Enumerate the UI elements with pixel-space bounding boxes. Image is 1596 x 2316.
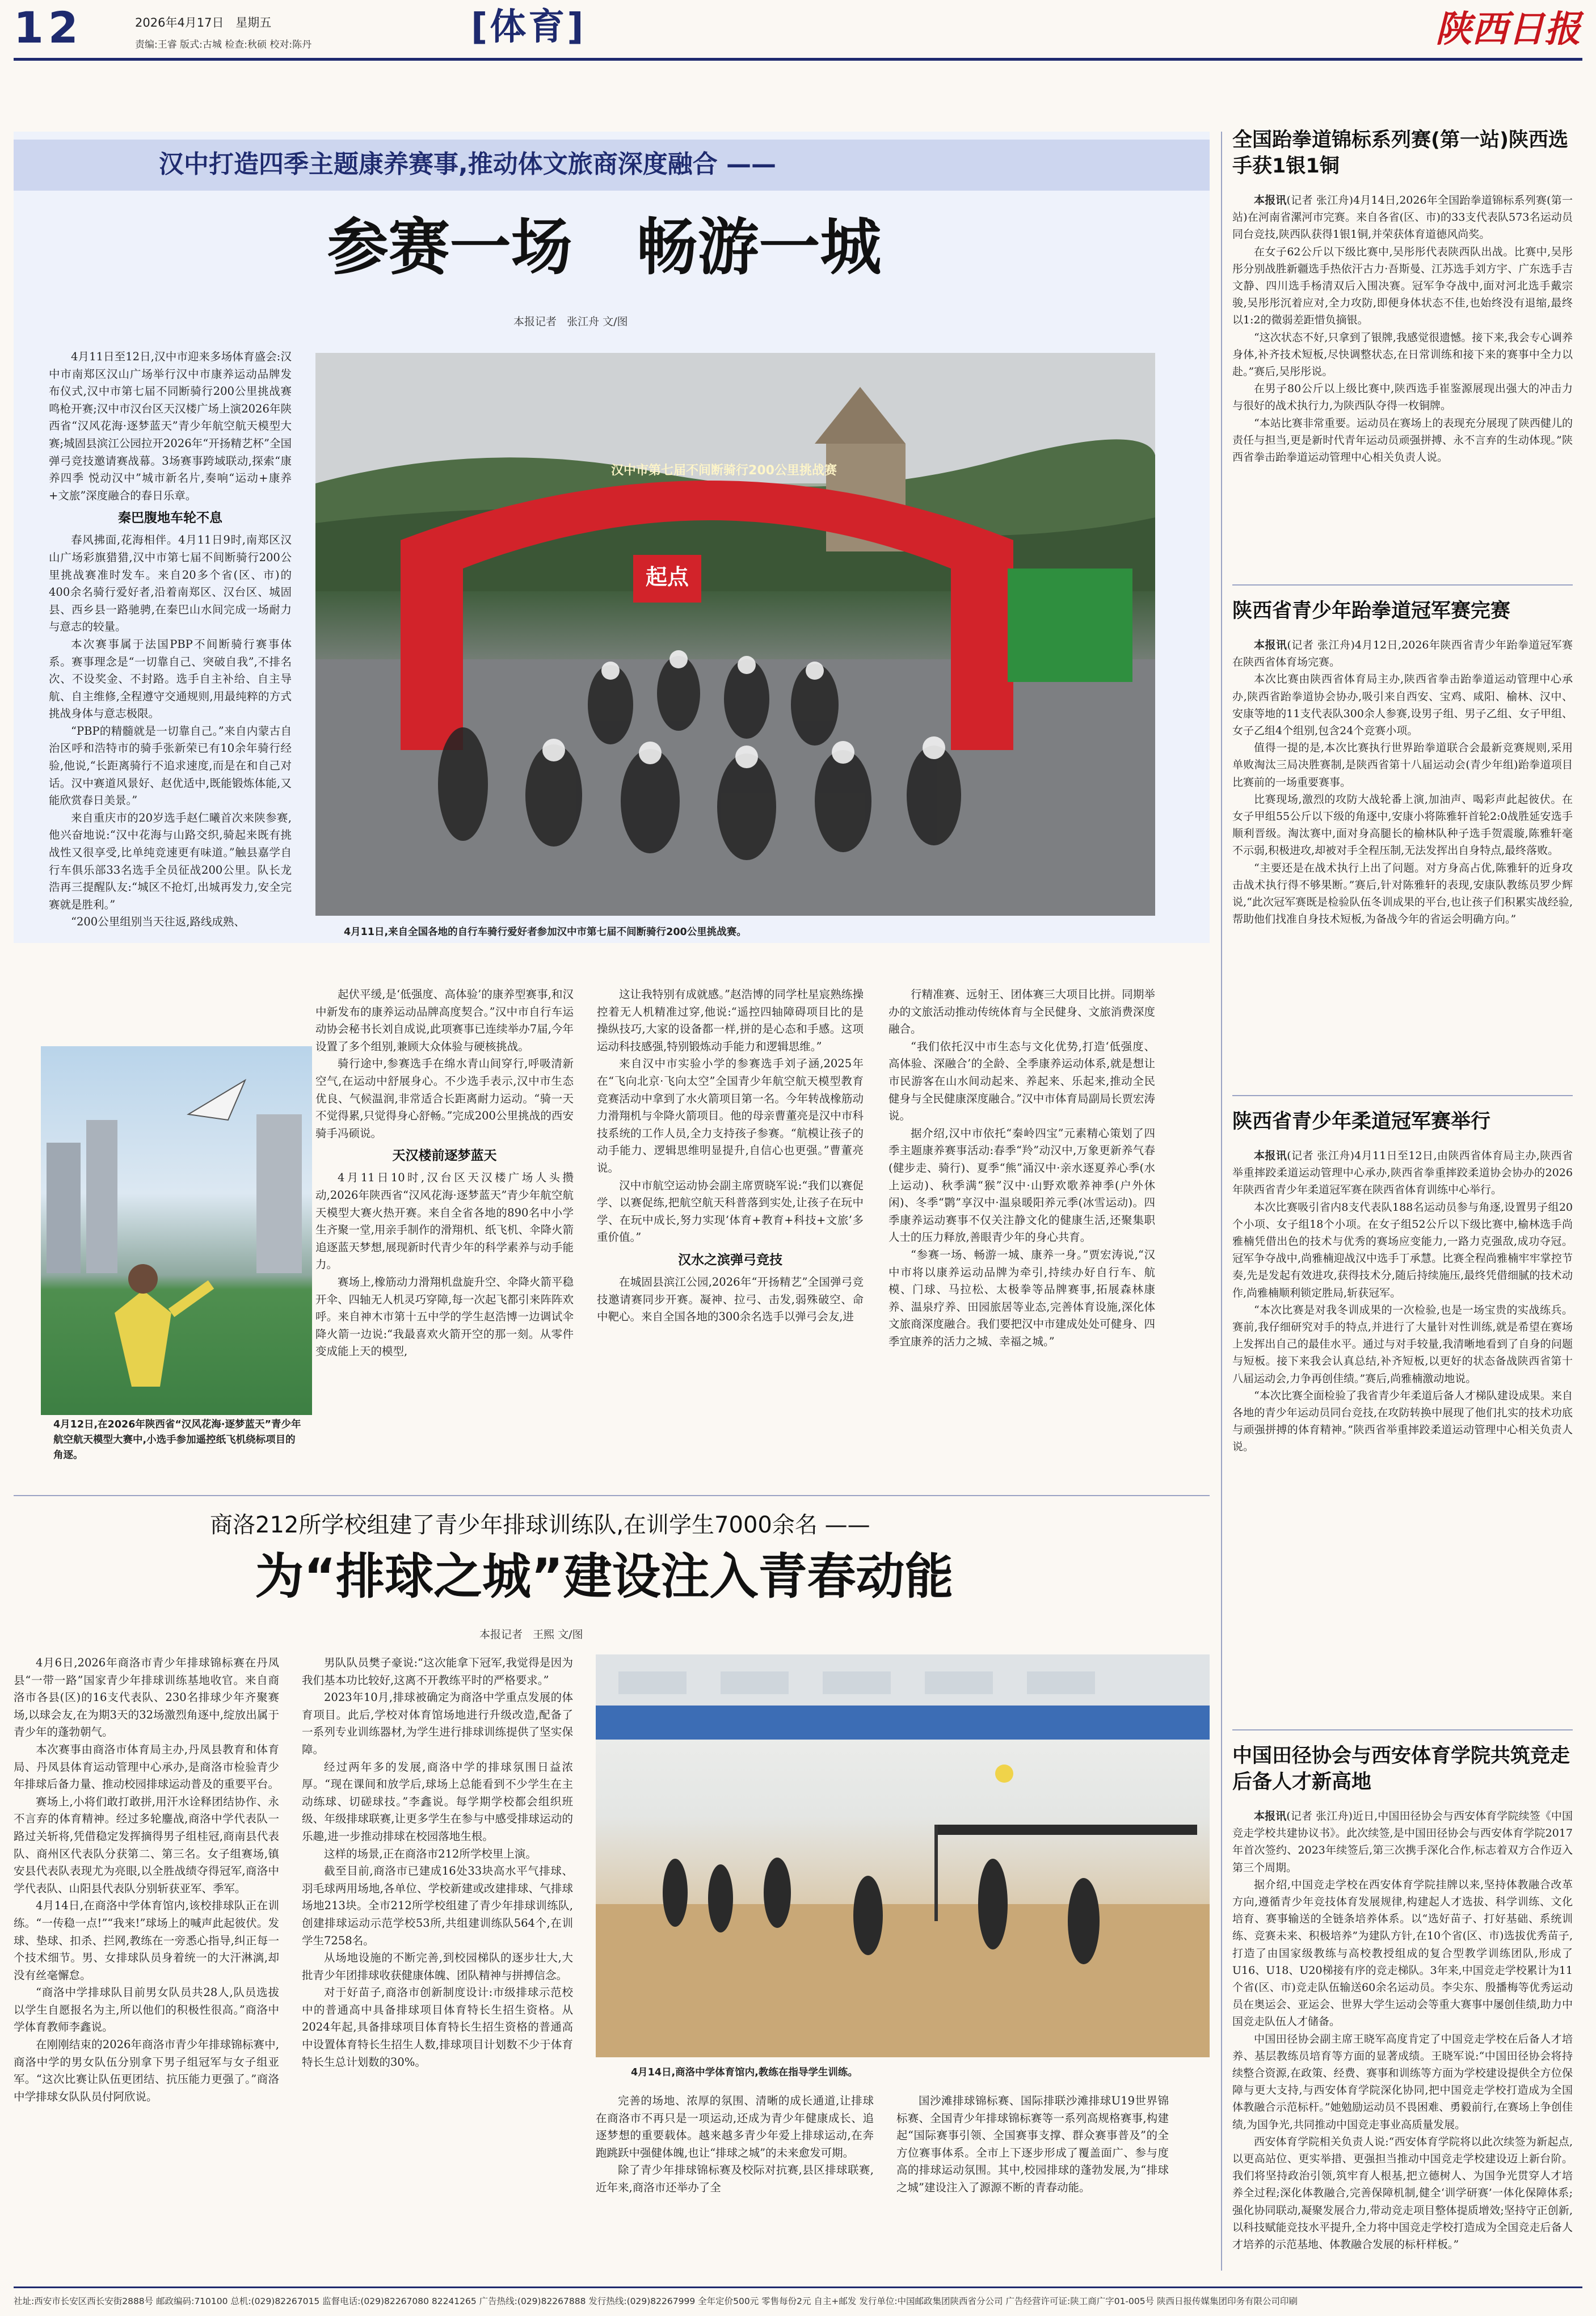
news-item-race-walking bbox=[1232, 1743, 1573, 2271]
issue-date bbox=[135, 14, 271, 31]
paragraph: (记者 张江舟)近日,中国田径协会与西安体育学院续签《中国竞走学校共建协议书》。此次续签,是中国田径协会与西安体育学院2017年首次签约、2023年续签后,第三次携手深化合作,标志着双方合作迈入第三个周期。 bbox=[1232, 1810, 1573, 1874]
story1-byline: 本报记者 张江舟 文/图 bbox=[513, 315, 628, 328]
paragraph: “本次比赛是对我冬训成果的一次检验,也是一场宝贵的实战练兵。赛前,我仔细研究对手的特点,并进行了大量针对性训练,就是希望在赛场上发挥出自己的最佳水平。通过与对手较量,我清晰地看到了自身的问题与短板。接下来我会认真总结,补齐短板,以更好的状态备战陕西省第十八届运动会,力争再创佳绩。”赛后,尚雅楠激动地说。 bbox=[1232, 1303, 1573, 1385]
weekday-text: 星期五 bbox=[235, 16, 272, 30]
paragraph: 截至目前,商洛市已建成16处33块高水平气排球、羽毛球两用场地,各单位、学校新建或改建排球、气排球场地213块。全市212所学校组建了青少年排球训练队,创建排球运动示范学校53所,共组建训练队564个,在训学生7258名。 bbox=[302, 1864, 573, 1947]
news-body bbox=[1232, 1808, 1573, 2253]
news-headline: 陕西省青少年柔道冠军赛举行 bbox=[1232, 1110, 1491, 1133]
news-item-taekwondo-youth bbox=[1232, 598, 1573, 1086]
paragraph: “这次状态不好,只拿到了银牌,我感觉很遗憾。接下来,我会专心调养身体,补齐技术短板,尽快调整状态,在日常训练和接下来的赛事中全力以赴。”赛后,吴彤彤说。 bbox=[1232, 331, 1573, 378]
paragraph: 本次赛事由商洛市体育局主办,丹凤县教育和体育局、丹凤县体育运动管理中心承办,是商洛市检验青少年排球后备力量、推动校园排球运动普及的重要平台。 bbox=[14, 1742, 279, 1791]
subheading: 秦巴腹地车轮不息 bbox=[118, 511, 222, 526]
paragraph: 本次赛事属于法国PBP不间断骑行赛事体系。赛事理念是“一切靠自己、突破自我”,不排名次、不设奖金、不封路。选手自主补给、自主导航、自主维修,全程遵守交通规则,用最纯粹的方式挑战身体与意志极限。 bbox=[49, 637, 292, 721]
story2-headline: 为“排球之城”建设注入青春动能 bbox=[255, 1548, 954, 1605]
volleyball-training-photo bbox=[596, 1654, 1210, 2057]
paragraph: 中国田径协会副主席王晓军高度肯定了中国竞走学校在后备人才培养、基层教练员培育等方面的显著成绩。王晓军说:“中国田径协会将持续整合资源,在政策、经费、赛事和训练等方面为学校建设提供全方位保障与更大支持,与西安体育学院深化协同,把中国竞走学校打造成为全国体教融合示范标杆。”她勉励运动员不畏困难、勇毅前行,在赛场上争创佳绩,为国争光,共同推动中国竞走事业高质量发展。 bbox=[1232, 2032, 1573, 2131]
paragraph: 值得一提的是,本次比赛执行世界跆拳道联合会最新竞赛规则,采用单败淘汰三局决胜赛制,是陕西省第十八届运动会(青少年组)跆拳道项目比赛前的一场重要赛事。 bbox=[1232, 742, 1573, 789]
paragraph: 除了青少年排球锦标赛及校际对抗赛,县区排球联赛,近年来,商洛市还举办了全 bbox=[596, 2163, 874, 2194]
paragraph: 行精准赛、远射王、团体赛三大项目比拼。同期举办的文旅活动推动传统体育与全民健身、文旅消费深度融合。 bbox=[888, 988, 1155, 1036]
section-label: [体育] bbox=[471, 6, 586, 48]
paragraph: (记者 张江舟)4月14日,2026年全国跆拳道锦标系列赛(第一站)在河南省漯河市完赛。来自各省(区、市)的33支代表队573名运动员同台竞技,陕西队获得1银1铜,并荣获体育道德风尚奖。 bbox=[1232, 194, 1573, 241]
paragraph: 骑行途中,参赛选手在绵水青山间穿行,呼吸清新空气,在运动中舒展身心。不少选手表示,汉中市生态优良、气候温润,非常适合长距离耐力运动。“骑一天不觉得累,只觉得身心舒畅。”完成200公里挑战的西安骑手冯硕说。 bbox=[315, 1057, 574, 1140]
paragraph: 赛场上,橡筋动力滑翔机盘旋升空、伞降火箭平稳开伞、四轴无人机灵巧穿障,每一次起飞都引来阵阵欢呼。来自神木市第十五中学的学生赵浩博一边调试伞降火箭一边说:“我最喜欢火箭开空的那一刻。从零件变成能上天的模型, bbox=[315, 1275, 574, 1358]
paragraph: “PBP的精髓就是一切靠自己。”来自内蒙古自治区呼和浩特市的骑手张新荣已有10余年骑行经验,他说,“长距离骑行不追求速度,而是在和自己对话。汉中赛道风景好、赵优适中,既能锻炼体能,又能欣赏春日美景。” bbox=[49, 724, 292, 807]
paragraph: 在刚刚结束的2026年商洛市青少年排球锦标赛中,商洛中学的男女队伍分别拿下男子组冠军与女子组亚军。“这次比赛让队伍更团结、抗压能力更强了。”商洛中学排球女队队员付阿欣说。 bbox=[14, 2038, 279, 2103]
paragraph: 在男子80公斤以上级比赛中,陕西选手崔鉴源展现出强大的冲击力与很好的战术执行力,为陕西队夺得一枚铜牌。 bbox=[1232, 382, 1573, 412]
editor-credits: 责编:王睿 版式:古城 检查:秋硕 校对:陈丹 bbox=[135, 39, 312, 50]
paragraph: 经过两年多的发展,商洛中学的排球氛围日益浓厚。“现在课间和放学后,球场上总能看到不少学生在主动练球、切磋球技。”李鑫说。每学期学校都会组织班级、年级排球联赛,让更多学生在参与中感受排球运动的乐趣,进一步推动排球在校园落地生根。 bbox=[302, 1760, 573, 1843]
story1-kicker: 汉中打造四季主题康养赛事,推动体文旅商深度融合 —— bbox=[159, 150, 777, 179]
paragraph: 据介绍,中国竞走学校在西安体育学院挂牌以来,坚持体教融合改革方向,遵循青少年竞技体育发展规律,构建起人才选拔、科学训练、文化培育、赛事输送的全链条培养体系。以“选好苗子、打好基础、系统训练、竞赛未来、积极培养”为建队方针,在10个省(区、市)选拔优秀苗子,打造了由国家级教练与高校教授组成的复合型教学训练团队,形成了U16、U18、U20梯接有序的竞走梯队。3年来,中国竞走学校累计为11个省(区、市)竞走队伍输送60余名运动员。李尖东、殷播梅等优秀运动员在奥运会、亚运会、世界大学生运动会等重大赛事中屡创佳绩,助力中国竞走队伍人才储备。 bbox=[1232, 1878, 1573, 2028]
paragraph: 比赛现场,激烈的攻防大战轮番上演,加油声、喝彩声此起彼伏。在女子甲组55公斤以下级的角逐中,安康小将陈雅轩首轮2:0战胜延安选手顺利晋级。淘汰赛中,面对身高腿长的榆林队种子选手贺震璇,陈雅轩毫不示弱,积极进攻,却被对手全程压制,无法发挥出自身特点,最终落败。 bbox=[1232, 793, 1573, 857]
paragraph: “我们依托汉中市生态与文化优势,打造‘低强度、高体验、深融合’的全龄、全季康养运动体系,就是想让市民游客在山水间动起来、养起来、乐起来,推动全民健身与全民健康深度融合。”汉中市体育局副局长贾宏涛说。 bbox=[888, 1039, 1155, 1123]
paragraph: 这让我特别有成就感。”赵浩博的同学杜星宸熟练操控着无人机精准过穿,他说:“遥控四轴障碍项目比的是操纵技巧,大家的设备都一样,拼的是心态和手感。这项运动科技感强,特别锻炼动手能力和逻辑思维。” bbox=[597, 988, 864, 1053]
cycling-race-photo bbox=[315, 353, 1155, 916]
story1-col3 bbox=[597, 986, 864, 1480]
paragraph: 据介绍,汉中市依托“秦岭四宝”元素精心策划了四季主题康养赛事活动:春季“羚”动汉中,万象更新养气春(健步走、骑行)、夏季“熊”涌汉中·亲水逐夏养心季(水上运动)、秋季满“猴”汉中·山野欢歌养神季(户外休闲)、冬季“鹮”享汉中·温泉暖阳养元季(冰雪运动)。四季康养运动赛事不仅关注静文化的健康生活,还聚集职人士的压力释放,善眼青少年的身心共育。 bbox=[888, 1126, 1155, 1244]
paragraph: 起伏平缓,是‘低强度、高体验’的康养型赛事,和汉中新发布的康养运动品牌高度契合。”汉中市自行车运动协会秘书长刘自成说,此项赛事已连续举办7届,今年设置了多个组别,兼顾大众体验与硬核挑战。 bbox=[315, 988, 574, 1053]
story1-col1 bbox=[49, 348, 292, 938]
news-item-taekwondo-national bbox=[1232, 127, 1573, 570]
subheading: 天汉楼前逐梦蓝天 bbox=[392, 1148, 497, 1164]
start-arch-sign: 起点 bbox=[645, 565, 689, 589]
paragraph: “本次比赛全面检验了我省青少年柔道后备人才梯队建设成果。来自各地的青少年运动员同台竞技,在攻防转换中展现了他们扎实的技术功底与顽强拼搏的体育精神。”陕西省举重摔跤柔道运动管理中心相关负责人说。 bbox=[1232, 1389, 1573, 1454]
story1-col2 bbox=[315, 986, 574, 1480]
paragraph: “商洛中学排球队目前男女队员共28人,队员选拔以学生自愿报名为主,所以他们的积极性很高。”商洛中学体育教师李鑫说。 bbox=[14, 1986, 279, 2034]
story2-col1 bbox=[14, 1654, 279, 2267]
story2-kicker: 商洛212所学校组建了青少年排球训练队,在训学生7000余名 —— bbox=[210, 1512, 870, 1538]
header-rule bbox=[14, 58, 1582, 61]
news-body bbox=[1232, 192, 1573, 466]
masthead-logo: 陕西日报 bbox=[1435, 8, 1581, 50]
paragraph: 本次比赛吸引省内8支代表队188名运动员参与角逐,设置男子组20个小项、女子组18个小项。在女子组52公斤以下级比赛中,榆林选手尚雅楠凭借出色的技术与优秀的赛场应变能力,一路力克强敌,成功夺冠。冠军争夺战中,尚雅楠迎战汉中选手丁承慧。比赛全程尚雅楠牢牢掌控节奏,先是发起有效进攻,获得技术分,随后持续施压,最终凭借细腻的技术动作,尚雅楠顺利锁定胜局,斩获冠军。 bbox=[1232, 1201, 1573, 1299]
plane-scene-art bbox=[41, 1046, 312, 1415]
news-headline: 中国田径协会与西安体育学院共筑竞走后备人才新高地 bbox=[1232, 1745, 1570, 1793]
story2-col2 bbox=[302, 1654, 573, 2267]
news-lead: 本报讯 bbox=[1254, 1810, 1287, 1822]
paragraph: 赛场上,小将们敢打敢拼,用汗水诠释团结协作、永不言弃的体育精神。经过多轮鏖战,商洛中学代表队一路过关斩将,凭借稳定发挥摘得男子组桂冠,商南县代表队、商州区代表队分获第二、第三名。女子组赛场,镇安县代表队表现尤为亮眼,以全胜战绩夺得冠军,商洛中学代表队、山阳县代表队分别斩获亚军、季军。 bbox=[14, 1795, 279, 1895]
paragraph: 男队队员樊子豪说:“这次能拿下冠军,我觉得是因为我们基本功比较好,这离不开教练平时的严格要求。” bbox=[302, 1656, 573, 1687]
paragraph: 2023年10月,排球被确定为商洛中学重点发展的体育项目。此后,学校对体育馆场地进行升级改造,配备了一系列专业训练器材,为学生进行排球训练提供了坚实保障。 bbox=[302, 1691, 573, 1756]
paragraph: (记者 张江舟)4月12日,2026年陕西省青少年跆拳道冠军赛在陕西省体育场完赛。 bbox=[1232, 639, 1573, 669]
news-lead: 本报讯 bbox=[1254, 639, 1287, 651]
news-lead: 本报讯 bbox=[1254, 1149, 1287, 1162]
news-body bbox=[1232, 1147, 1573, 1456]
paragraph: 春风拂面,花海相伴。4月11日9时,南郑区汉山广场彩旗猎猎,汉中市第七届不间断骑行200公里挑战赛准时发车。来自20多个省(区、市)的400余名骑行爱好者,沿着南郑区、汉台区、城固县、西乡县一路驰骋,在秦巴山水间完成一场耐力与意志的较量。 bbox=[49, 533, 292, 634]
story1-headline: 参赛一场 畅游一城 bbox=[327, 212, 882, 283]
paragraph: 对于好苗子,商洛市创新制度设计:市级排球示范校中的普通高中具备排球项目体育特长生招生资格。从2024年起,具备排球项目体育特长生招生资格的普通高中设置体育特长生招生人数,排球项目计划数不少于体育特长生总计划数的30%。 bbox=[302, 1986, 573, 2069]
footer-imprint: 社址:西安市长安区西长安街2888号 邮政编码:710100 总机:(029)82267015 监督电话:(029)82267080 82241265 广告热线:(029)82267888 发行热线:(029)82267999 全年定价500元 零售每份2元 自主+邮发 发行单位:中国邮政集团陕西省分公司 广告经营许可证:陕工商广字01-005号 陕西日报传媒集团印务有限公司印刷 bbox=[14, 2296, 1298, 2306]
paragraph: 西安体育学院相关负责人说:“西安体育学院将以此次续签为新起点,以更高站位、更实举措、更强担当推动中国竞走学校建设迈上新台阶。我们将坚持政治引领,筑牢育人根基,把立德树人、为国争光贯穿人才培养全过程;深化体教融合,完善保障机制,健全‘训学研赛’一体化保障体系;强化协同联动,凝聚发展合力,带动竞走项目整体提质增效;坚持守正创新,以科技赋能竞技水平提升,全力将中国竞走学校打造成为全国竞走后备人才培养的示范基地、体教融合发展的标杆样板。” bbox=[1232, 2135, 1573, 2251]
paragraph: “参赛一场、畅游一城、康养一身。”贾宏涛说,“汉中市将以康养运动品牌为牵引,持续办好自行车、航模、门球、马拉松、太极拳等品牌赛事,拓展森林康养、温泉疗养、田园旅居等业态,完善体育设施,深化体文旅商深度融合。我们要把汉中市建成处处可健身、四季宜康养的活力之城、幸福之城。” bbox=[888, 1248, 1155, 1348]
paragraph: 国沙滩排球锦标赛、国际排联沙滩排球U19世界锦标赛、全国青少年排球锦标赛等一系列高规格赛事,构建起“国际赛事引领、全国赛事支撑、群众赛事普及”的全方位赛事体系。全市上下逐步形成了覆盖面广、参与度高的排球运动氛围。其中,校园排球的蓬勃发展,为“排球之城”建设注入了源源不断的青春动能。 bbox=[896, 2094, 1169, 2194]
paragraph: 在城固县滨江公园,2026年“开扬精艺”全国弹弓竞技邀请赛同步开赛。凝神、拉弓、击发,弱殊破空、命中靶心。来自全国各地的300余名选手以弹弓会友,进 bbox=[597, 1275, 864, 1324]
paragraph: “主要还是在战术执行上出了问题。对方身高占优,陈雅轩的近身攻击战术执行得不够果断。”赛后,针对陈雅轩的表现,安康队教练员罗少辉说,“此次冠军赛既是检验队伍冬训成果的平台,也让孩子们积累实战经验,帮助他们找准自身技术短板,为备战今年的省运会明确方向。” bbox=[1232, 861, 1573, 926]
paragraph: 从场地设施的不断完善,到校园梯队的逐步壮大,大批青少年团排球收获健康体魄、团队精神与拼搏信念。 bbox=[302, 1951, 573, 1982]
gym-scene-art bbox=[596, 1654, 1210, 2057]
paragraph: 4月11日10时,汉台区天汉楼广场人头攒动,2026年陕西省“汉风花海·逐梦蓝天”青少年航空航天模型大赛火热开赛。来自全省各地的890名中小学生齐聚一堂,用亲手制作的滑翔机、纸飞机、伞降火箭追逐蓝天梦想,展现新时代青少年的科学素养与动手能力。 bbox=[315, 1171, 574, 1271]
paragraph: 4月11日至12日,汉中市迎来多场体育盛会:汉中市南郑区汉山广场举行汉中市康养运动品牌发布仪式,汉中市第七届不同断骑行200公里挑战赛鸣枪开赛;汉中市汉台区天汉楼广场上演2026年陕西省“汉风花海·逐梦蓝天”青少年航空航天模型大赛;城固县滨江公园拉开2026年“开扬精艺杯”全国弹弓竞技邀请赛战幕。3场赛事跨域联动,探索“康养四季 悦动汉中”城市新名片,奏响“运动+康养+文旅”深度融合的春日乐章。 bbox=[49, 350, 292, 502]
news-item-judo-youth bbox=[1232, 1109, 1573, 1721]
paragraph: (记者 张江舟)4月11日至12日,由陕西省体育局主办,陕西省举重摔跤柔道运动管理中心承办,陕西省拳重摔跤柔道协会协办的2026年陕西省青少年柔道冠军赛在陕西省体育训练中心举行。 bbox=[1232, 1149, 1573, 1197]
cycling-photo-caption: 4月11日,来自全国各地的自行车骑行爱好者参加汉中市第七届不间断骑行200公里挑战赛。 bbox=[344, 927, 747, 938]
right-column-divider bbox=[1221, 132, 1222, 2271]
right-item-divider bbox=[1232, 1095, 1573, 1096]
paragraph: 4月6日,2026年商洛市青少年排球锦标赛在丹凤县“一带一路”国家青少年排球训练基地收官。来自商洛市各县(区)的16支代表队、230名排球少年齐聚赛场,以球会友,在为期3天的32场激烈角逐中,绽放出属于青少年的蓬勃朝气。 bbox=[14, 1656, 279, 1739]
footer-rule bbox=[14, 2286, 1582, 2288]
paragraph: 这样的场景,正在商洛市212所学校里上演。 bbox=[324, 1847, 537, 1860]
paragraph: 在女子62公斤以下级比赛中,吴彤彤代表陕西队出战。比赛中,吴彤彤分别战胜新疆选手热依汗古力·吾斯曼、江苏选手刘方宇、广东选手吉文静、四川选手杨清双后入围决赛。冠军争夺战中,面对河北选手戴宗骏,吴彤彤沉着应对,全力攻防,即便身体状态不佳,也始终没有退缩,最终以1:2的微弱差距惜负摘银。 bbox=[1232, 245, 1573, 327]
paper-plane-caption: 4月12日,在2026年陕西省“汉风花海·逐梦蓝天”青少年航空航天模型大赛中,小选手参加遥控纸飞机绕标项目的角逐。 bbox=[53, 1419, 301, 1461]
news-lead: 本报讯 bbox=[1254, 194, 1287, 207]
volleyball-photo-caption: 4月14日,商洛中学体育馆内,教练在指导学生训练。 bbox=[631, 2067, 858, 2078]
paragraph: 完善的场地、浓厚的氛围、清晰的成长通道,让排球在商洛市不再只是一项运动,还成为青少年健康成长、追逐梦想的重要载体。越来越多青少年爱上排球运动,在奔跑跳跃中强健体魄,也让“排球之城”的未来愈发可期。 bbox=[596, 2094, 874, 2159]
paragraph: 来自重庆市的20岁选手赵仁曦首次来陕参赛,他兴奋地说:“汉中花海与山路交织,骑起来既有挑战性又很享受,比单纯竞速更有味道。”触县嘉学自行车俱乐部33名选手全员征战200公里。队长龙浩再三提醒队友:“城区不抢灯,出城再发力,安全完赛就是胜利。” bbox=[49, 811, 292, 911]
paragraph: 4月14日,在商洛中学体育馆内,该校排球队正在训练。“一传稳一点!”“我来!”球场上的喊声此起彼伏。发球、垫球、扣杀、拦网,教练在一旁悉心指导,纠正每一个技术细节。男、女排球队员身着统一的大汗淋漓,却没有丝毫懈怠。 bbox=[14, 1899, 279, 1982]
paragraph: “200公里组别当天往返,路线成熟、 bbox=[71, 915, 245, 929]
story2-byline: 本报记者 王熙 文/图 bbox=[479, 1628, 583, 1641]
story2-col4 bbox=[896, 2092, 1169, 2263]
paper-plane-photo bbox=[41, 1046, 312, 1415]
paragraph: “本站比赛非常重要。运动员在赛场上的表现充分展现了陕西健儿的责任与担当,更是新时代青年运动员顽强拼搏、永不言弃的生动体现。”陕西省拳击跆拳道运动管理中心相关负责人说。 bbox=[1232, 416, 1573, 464]
story-divider bbox=[14, 1495, 1210, 1496]
news-headline: 全国跆拳道锦标系列赛(第一站)陕西选手获1银1铜 bbox=[1232, 129, 1568, 178]
right-item-divider bbox=[1232, 1729, 1573, 1730]
story1-col4 bbox=[888, 986, 1155, 1480]
paragraph: 汉中市航空运动协会副主席贾晓军说:“我们以赛促学、以赛促练,把航空航天科普落到实处,让孩子在玩中学、在玩中成长,努力实现‘体育+教育+科技+文旅’多重价值。” bbox=[597, 1178, 864, 1244]
news-headline: 陕西省青少年跆拳道冠军赛完赛 bbox=[1232, 600, 1511, 622]
right-item-divider bbox=[1232, 584, 1573, 586]
subheading: 汉水之滨弹弓竞技 bbox=[678, 1252, 782, 1268]
start-arch-banner: 汉中市第七届不间断骑行200公里挑战赛 bbox=[611, 464, 837, 478]
paragraph: 本次比赛由陕西省体育局主办,陕西省拳击跆拳道运动管理中心承办,陕西省跆拳道协会协办,吸引来自西安、宝鸡、咸阳、榆林、汉中、安康等地的11支代表队300余人参赛,设男子组、男子乙组、女子甲组、女子乙组4个组别,包含24个竞赛小项。 bbox=[1232, 673, 1573, 738]
date-text: 2026年4月17日 bbox=[135, 16, 224, 30]
story2-col3 bbox=[596, 2092, 874, 2263]
cycling-scene-art bbox=[315, 353, 1155, 916]
paragraph: 来自汉中市实验小学的参赛选手刘子涵,2025年在“飞向北京·飞向太空”全国青少年航空航天模型教育竞赛活动中拿到了水火箭项目第一名。今年转战橡筋动力滑翔机与伞降火箭项目。他的母亲曹董亮是汉中市科技系统的工作人员,全力支持孩子参赛。“航模让孩子的动手能力、逻辑思维明显提升,自信心也更强。”曹董亮说。 bbox=[597, 1057, 864, 1174]
page-number: 12 bbox=[14, 2, 83, 53]
news-body bbox=[1232, 637, 1573, 928]
